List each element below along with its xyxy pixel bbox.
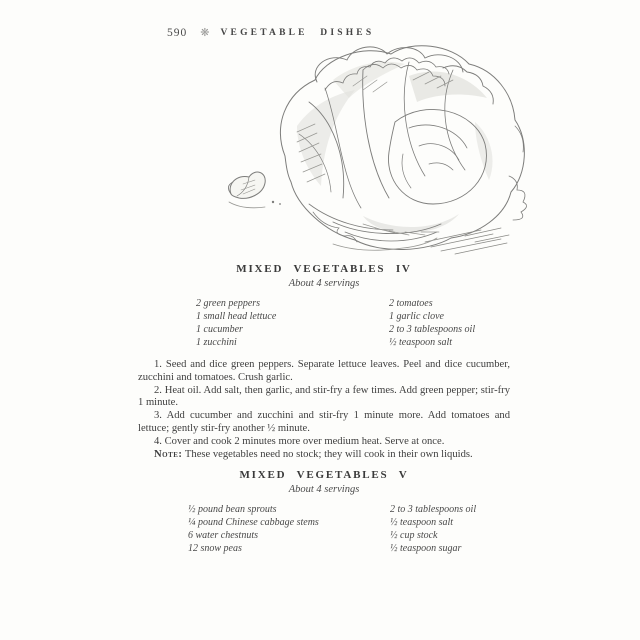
ingredient-item: 2 to 3 tablespoons oil bbox=[390, 504, 477, 515]
ingredient-item: 1 garlic clove bbox=[389, 311, 444, 322]
lettuce-drawing-svg bbox=[213, 34, 535, 258]
ingredient-item: 1 zucchini bbox=[196, 337, 237, 348]
step-4: 4. Cover and cook 2 minutes more over medium heat. Serve at once. bbox=[154, 435, 445, 447]
servings-line: About 4 servings bbox=[288, 278, 360, 289]
ingredient-item: ½ pound bean sprouts bbox=[188, 504, 277, 515]
ingredient-item: 6 water chestnuts bbox=[188, 530, 258, 541]
recipe-title: MIXED VEGETABLES IV bbox=[236, 263, 412, 275]
step-2: 2. Heat oil. Add salt, then garlic, and stir-fry a few times. Add green pepper; stir-fry 1 minute. bbox=[138, 384, 510, 409]
ingredient-list-left bbox=[188, 503, 319, 555]
recipe-note bbox=[138, 449, 510, 462]
ingredient-list-left bbox=[196, 297, 276, 349]
servings-line: About 4 servings bbox=[288, 484, 360, 495]
recipe-mixed-vegetables-v bbox=[138, 469, 510, 557]
ingredient-item: ½ teaspoon salt bbox=[389, 337, 453, 348]
ingredient-columns bbox=[138, 503, 510, 557]
ingredient-item: ½ cup stock bbox=[390, 530, 438, 541]
recipe-steps bbox=[138, 359, 510, 461]
ingredient-item: 2 tomatoes bbox=[389, 298, 433, 309]
ingredient-item: 12 snow peas bbox=[188, 543, 242, 554]
recipe-mixed-vegetables-iv bbox=[138, 263, 510, 461]
page-number: 590 bbox=[167, 27, 188, 39]
ingredient-item: 1 cucumber bbox=[196, 324, 243, 335]
flower-ornament-icon: ❋ bbox=[200, 26, 210, 39]
ingredient-item: 2 green peppers bbox=[196, 298, 261, 309]
step-1: 1. Seed and dice green peppers. Separate lettuce leaves. Peel and dice cucumber, zucchini and tomatoes. Crush garlic. bbox=[138, 359, 510, 383]
lettuce-illustration bbox=[213, 34, 535, 258]
ingredient-item: 2 to 3 tablespoons oil bbox=[389, 324, 476, 335]
step-3: 3. Add cucumber and zucchini and stir-fry 1 minute more. Add tomatoes and lettuce; gently stir-fry another ½ minute. bbox=[138, 410, 510, 434]
note-text: These vegetables need no stock; they will cook in their own liquids. bbox=[182, 448, 473, 460]
ingredient-item: ½ teaspoon sugar bbox=[390, 543, 462, 554]
running-title: VEGETABLE DISHES bbox=[220, 28, 375, 38]
ingredient-columns bbox=[138, 297, 510, 351]
ingredient-item: ½ teaspoon salt bbox=[390, 517, 454, 528]
ingredient-item: ¼ pound Chinese cabbage stems bbox=[188, 517, 319, 528]
recipe-title: MIXED VEGETABLES V bbox=[239, 469, 409, 481]
ingredient-list-right bbox=[390, 503, 476, 555]
note-label: Note: bbox=[154, 448, 183, 460]
ingredient-item: 1 small head lettuce bbox=[196, 311, 277, 322]
ingredient-list-right bbox=[389, 297, 475, 349]
